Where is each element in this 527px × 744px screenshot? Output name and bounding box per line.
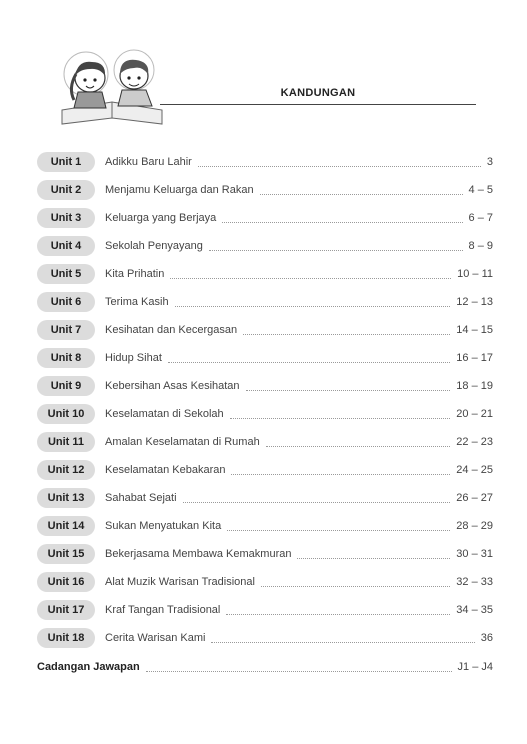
unit-badge: Unit 17 bbox=[37, 600, 95, 620]
page-number: 20 – 21 bbox=[456, 408, 493, 420]
toc-row bbox=[37, 260, 493, 288]
unit-badge: Unit 7 bbox=[37, 320, 95, 340]
unit-badge: Unit 9 bbox=[37, 376, 95, 396]
toc-row bbox=[37, 484, 493, 512]
table-of-contents bbox=[37, 148, 493, 680]
dot-leader bbox=[297, 557, 450, 559]
unit-title: Terima Kasih bbox=[105, 296, 169, 308]
unit-badge: Unit 18 bbox=[37, 628, 95, 648]
page-number: 28 – 29 bbox=[456, 520, 493, 532]
unit-badge: Unit 5 bbox=[37, 264, 95, 284]
unit-title: Kraf Tangan Tradisional bbox=[105, 604, 221, 616]
toc-row bbox=[37, 344, 493, 372]
dot-leader bbox=[146, 670, 452, 672]
unit-title: Amalan Keselamatan di Rumah bbox=[105, 436, 260, 448]
answers-row bbox=[37, 654, 493, 680]
unit-badge: Unit 13 bbox=[37, 488, 95, 508]
unit-badge: Unit 8 bbox=[37, 348, 95, 368]
unit-badge: Unit 12 bbox=[37, 460, 95, 480]
dot-leader bbox=[230, 417, 451, 419]
toc-row bbox=[37, 624, 493, 652]
dot-leader bbox=[231, 473, 450, 475]
unit-badge: Unit 16 bbox=[37, 572, 95, 592]
unit-title: Keselamatan Kebakaran bbox=[105, 464, 226, 476]
dot-leader bbox=[222, 221, 462, 223]
unit-title: Alat Muzik Warisan Tradisional bbox=[105, 576, 255, 588]
unit-title: Sahabat Sejati bbox=[105, 492, 177, 504]
dot-leader bbox=[211, 641, 474, 643]
toc-row bbox=[37, 596, 493, 624]
toc-row bbox=[37, 512, 493, 540]
toc-row bbox=[37, 232, 493, 260]
toc-row bbox=[37, 456, 493, 484]
unit-title: Sukan Menyatukan Kita bbox=[105, 520, 222, 532]
answers-page-range: J1 – J4 bbox=[457, 661, 493, 673]
unit-title: Adikku Baru Lahir bbox=[105, 156, 192, 168]
toc-row bbox=[37, 148, 493, 176]
page-number: 14 – 15 bbox=[456, 324, 493, 336]
header-rule bbox=[160, 104, 476, 105]
unit-badge: Unit 6 bbox=[37, 292, 95, 312]
dot-leader bbox=[227, 529, 450, 531]
dot-leader bbox=[260, 193, 463, 195]
page-number: 18 – 19 bbox=[456, 380, 493, 392]
unit-badge: Unit 10 bbox=[37, 404, 95, 424]
toc-row bbox=[37, 204, 493, 232]
page-number: 30 – 31 bbox=[456, 548, 493, 560]
toc-row bbox=[37, 540, 493, 568]
unit-title: Hidup Sihat bbox=[105, 352, 162, 364]
page-number: 8 – 9 bbox=[468, 240, 493, 252]
unit-title: Keselamatan di Sekolah bbox=[105, 408, 224, 420]
toc-row bbox=[37, 288, 493, 316]
page-number: 26 – 27 bbox=[456, 492, 493, 504]
unit-title: Bekerjasama Membawa Kemakmuran bbox=[105, 548, 292, 560]
unit-badge: Unit 4 bbox=[37, 236, 95, 256]
dot-leader bbox=[175, 305, 451, 307]
unit-badge: Unit 2 bbox=[37, 180, 95, 200]
unit-title: Kita Prihatin bbox=[105, 268, 165, 280]
page-number: 22 – 23 bbox=[456, 436, 493, 448]
toc-row bbox=[37, 400, 493, 428]
unit-badge: Unit 14 bbox=[37, 516, 95, 536]
dot-leader bbox=[243, 333, 450, 335]
toc-row bbox=[37, 372, 493, 400]
dot-leader bbox=[168, 361, 450, 363]
unit-badge: Unit 11 bbox=[37, 432, 95, 452]
page-number: 4 – 5 bbox=[468, 184, 493, 196]
unit-badge: Unit 1 bbox=[37, 152, 95, 172]
answers-label: Cadangan Jawapan bbox=[37, 661, 140, 673]
dot-leader bbox=[209, 249, 463, 251]
page-number: 16 – 17 bbox=[456, 352, 493, 364]
unit-badge: Unit 15 bbox=[37, 544, 95, 564]
page-number: 32 – 33 bbox=[456, 576, 493, 588]
page-number: 10 – 11 bbox=[457, 268, 493, 280]
toc-row bbox=[37, 428, 493, 456]
page-number: 34 – 35 bbox=[456, 604, 493, 616]
dot-leader bbox=[261, 585, 450, 587]
unit-title: Menjamu Keluarga dan Rakan bbox=[105, 184, 254, 196]
unit-title: Keluarga yang Berjaya bbox=[105, 212, 217, 224]
unit-title: Sekolah Penyayang bbox=[105, 240, 203, 252]
unit-title: Kesihatan dan Kecergasan bbox=[105, 324, 238, 336]
page-number: 3 bbox=[486, 156, 493, 168]
page-title: KANDUNGAN bbox=[280, 87, 356, 99]
unit-title: Cerita Warisan Kami bbox=[105, 632, 206, 644]
unit-badge: Unit 3 bbox=[37, 208, 95, 228]
dot-leader bbox=[183, 501, 451, 503]
dot-leader bbox=[246, 389, 451, 391]
toc-row bbox=[37, 316, 493, 344]
page-number: 12 – 13 bbox=[456, 296, 493, 308]
dot-leader bbox=[170, 277, 451, 279]
page-number: 24 – 25 bbox=[456, 464, 493, 476]
page-number: 6 – 7 bbox=[468, 212, 493, 224]
dot-leader bbox=[198, 165, 481, 167]
children-reading-illustration bbox=[56, 44, 168, 134]
toc-row bbox=[37, 176, 493, 204]
page-number: 36 bbox=[480, 632, 493, 644]
dot-leader bbox=[226, 613, 450, 615]
unit-title: Kebersihan Asas Kesihatan bbox=[105, 380, 240, 392]
toc-row bbox=[37, 568, 493, 596]
dot-leader bbox=[266, 445, 451, 447]
